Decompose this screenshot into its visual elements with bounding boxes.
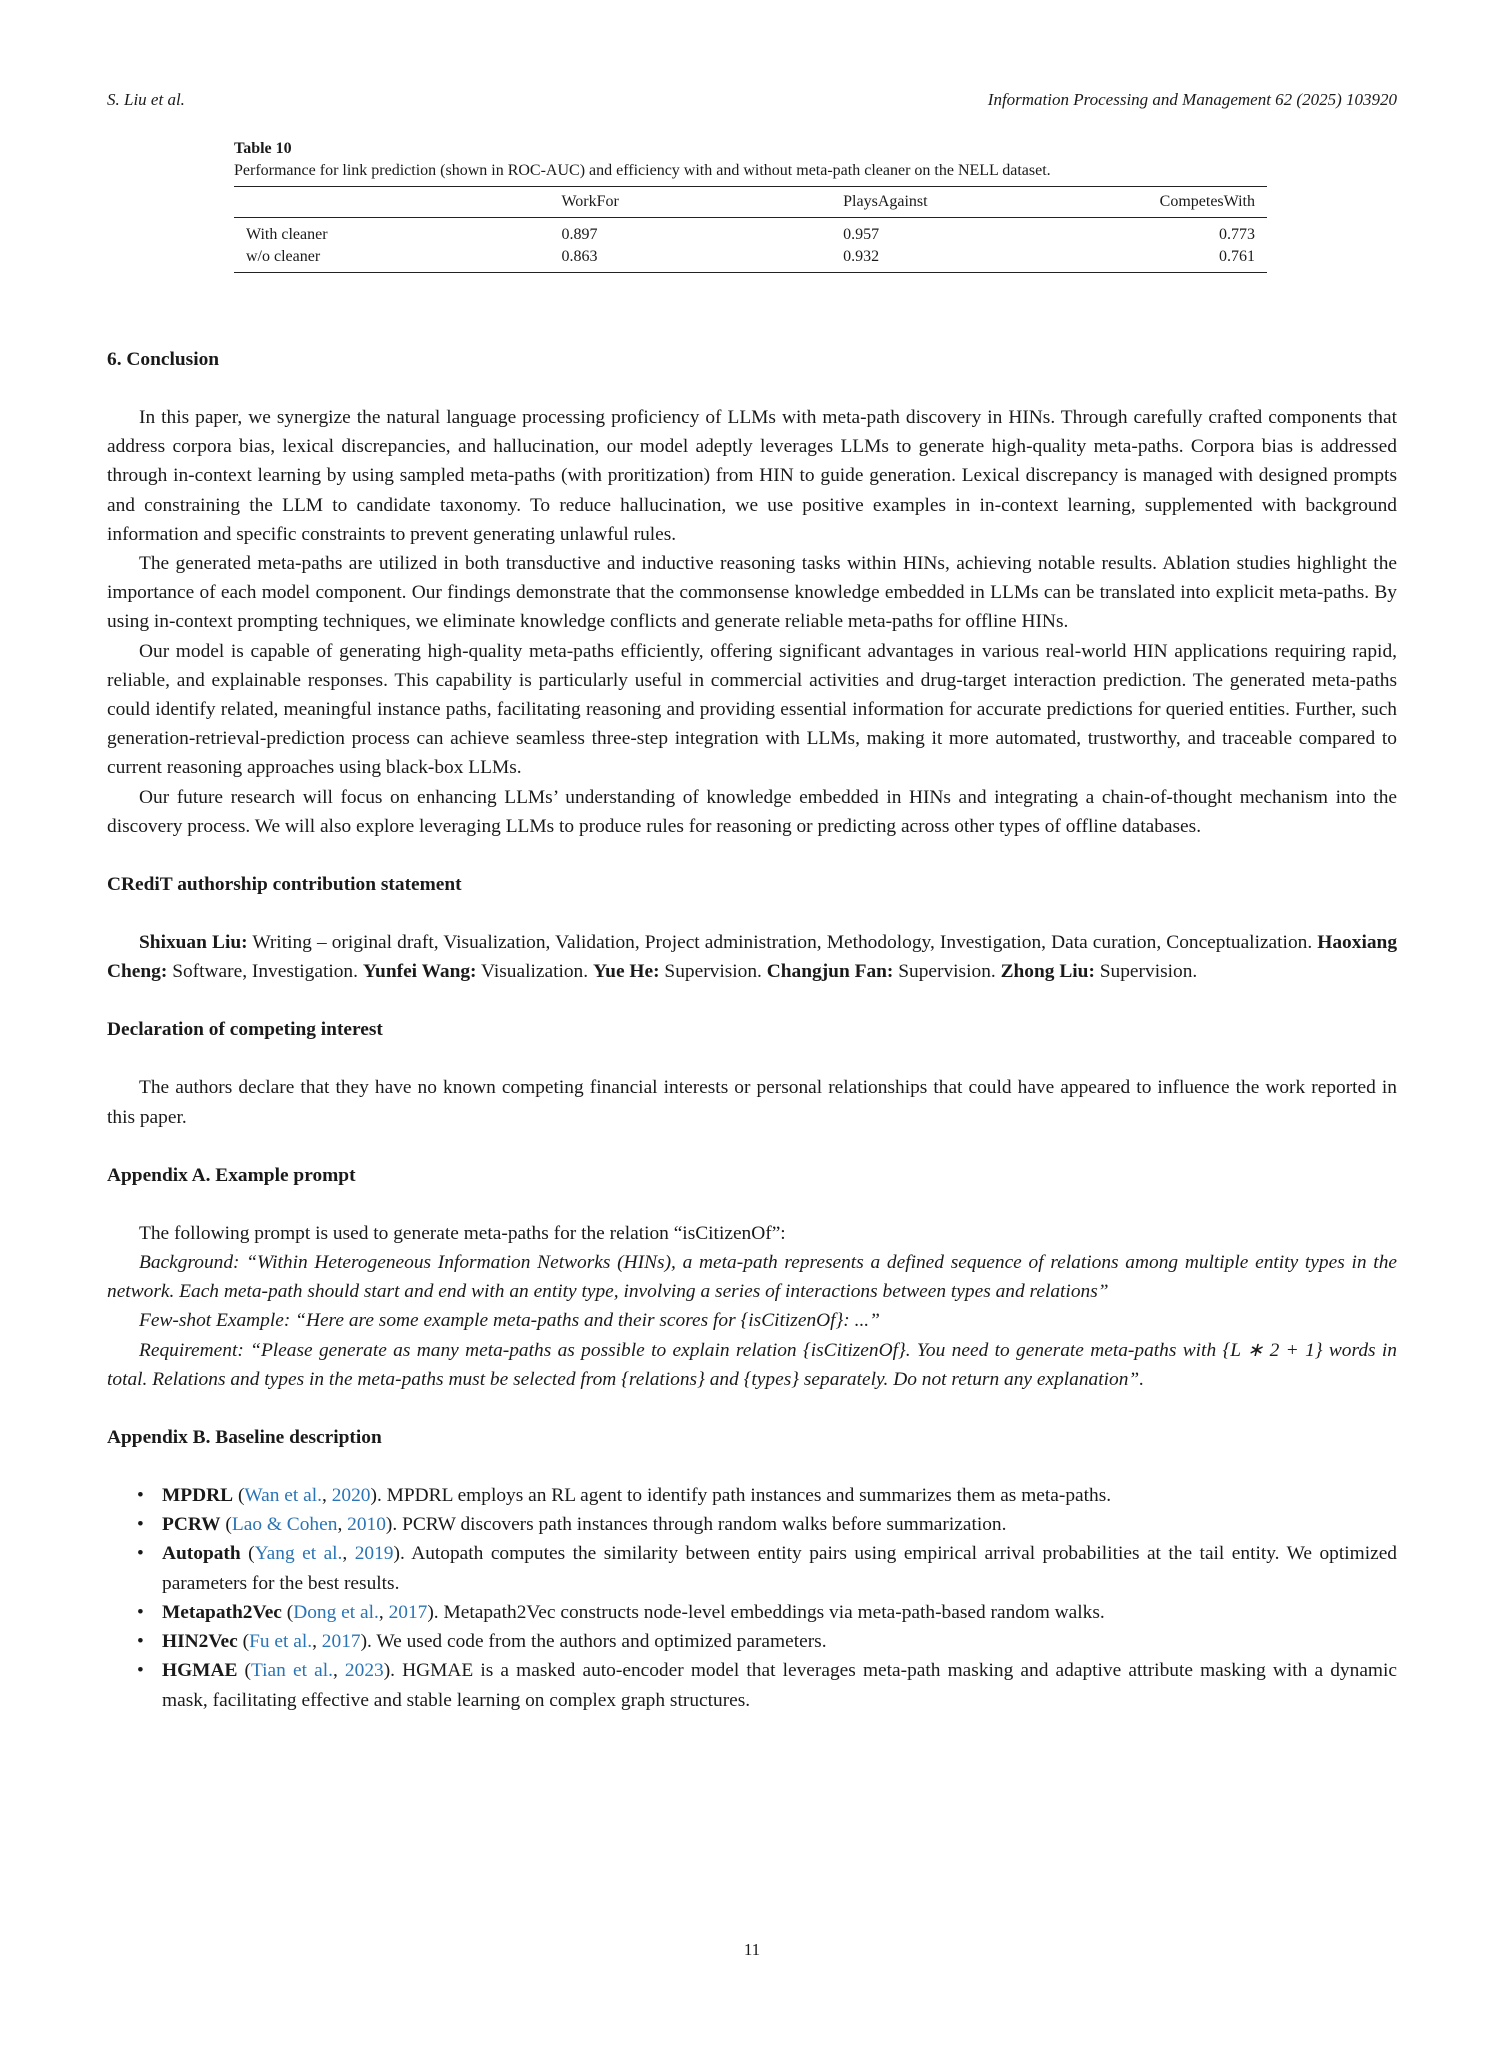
author-roles: Visualization. [476, 961, 593, 983]
running-head-authors: S. Liu et al. [107, 90, 185, 109]
paragraph: The authors declare that they have no known competing financial interests or personal relationships that could have appeared to influence the work reported in this paper. [107, 1077, 1397, 1128]
paragraph: Our model is capable of generating high-quality meta-paths efficiently, offering significant advantages in various real-world HIN applications requiring rapid, reliable, and explainable responses. This capability is particularly useful in commercial activities and drug-target interaction prediction. The generated meta-paths could identify related, meaningful instance paths, facilitating reasoning and providing essential information for accurate predictions for queried entities. Further, such generation-retrieval-prediction process can achieve seamless three-step integration with LLMs, making it more automated, trustworthy, and traceable compared to current reasoning approaches using black-box LLMs. [107, 640, 1397, 779]
results-table-block [234, 140, 1267, 273]
section-heading-appendix-b: Appendix B. Baseline description [107, 1427, 382, 1449]
paragraph: The generated meta-paths are utilized in both transductive and inductive reasoning tasks within HINs, achieving notable results. Ablation studies highlight the importance of each model component. Our findings demonstrate that the commonsense knowledge embedded in LLMs can be translated into explicit meta-paths. By using in-context prompting techniques, we eliminate knowledge conflicts and generate reliable meta-paths for offline HINs. [107, 553, 1397, 633]
citation-link[interactable]: Lao & Cohen [231, 1514, 338, 1536]
author-name: Haoxiang Cheng: [107, 932, 1398, 983]
row-label: With cleaner [246, 226, 328, 243]
author-roles: Software, Investigation. [167, 961, 363, 983]
body-text [107, 345, 1397, 1744]
paragraph: Our future research will focus on enhancing LLMs’ understanding of knowledge embedded in HINs and integrating a chain-of-thought mechanism into the discovery process. We will also explore leveraging LLMs to produce rules for reasoning or predicting across other types of offline databases. [107, 786, 1397, 837]
author-name: Yunfei Wang: [362, 961, 477, 983]
author-roles: Supervision. [659, 961, 767, 983]
column-header-playsagainst: PlaysAgainst [831, 187, 1148, 218]
row-label: w/o cleaner [234, 246, 549, 273]
appendix-a-section [107, 1161, 1397, 1394]
citation-link[interactable]: Yang et al. [254, 1543, 343, 1565]
conclusion-section [107, 345, 1397, 841]
column-header-competeswith: CompetesWith [1148, 187, 1267, 218]
baseline-description: ). MPDRL employs an RL agent to identify path instances and summarizes them as meta-paths. [370, 1485, 1112, 1507]
baseline-name: HGMAE [162, 1660, 238, 1682]
baseline-name: PCRW [162, 1514, 221, 1536]
table-header-row [234, 187, 1267, 218]
author-name: Shixuan Liu: [139, 932, 248, 954]
appendix-b-section [107, 1423, 1397, 1715]
table-cell: 0.932 [831, 246, 1148, 273]
table-row [234, 218, 1267, 247]
baseline-description: ). Metapath2Vec constructs node-level embeddings via meta-path-based random walks. [427, 1601, 1105, 1623]
list-item: • Metapath2Vec (Dong et al., 2017). Metapath2Vec constructs node-level embeddings via meta-path-based random walks. [137, 1598, 1397, 1627]
section-heading-appendix-a: Appendix A. Example prompt [107, 1164, 356, 1186]
baseline-description: ). We used code from the authors and optimized parameters. [360, 1631, 827, 1653]
list-item: • MPDRL (Wan et al., 2020). MPDRL employs an RL agent to identify path instances and summarizes them as meta-paths. [137, 1481, 1397, 1510]
baseline-description: ). PCRW discovers path instances through random walks before summarization. [385, 1514, 1007, 1536]
author-name: Yue He: [592, 961, 660, 983]
section-heading-credit: CRediT authorship contribution statement [107, 874, 462, 896]
baseline-name: HIN2Vec [162, 1631, 238, 1653]
prompt-background: Background: “Within Heterogeneous Information Networks (HINs), a meta-path represents a defined sequence of relations among multiple entity types in the network. Each meta-path should start and end with an entity type, involving a series of interactions between types and relations” [107, 1252, 1397, 1303]
citation-year-link[interactable]: 2017 [388, 1601, 428, 1623]
running-head [107, 90, 1397, 114]
list-item: • HGMAE (Tian et al., 2023). HGMAE is a masked auto-encoder model that leverages meta-path masking and adaptive attribute masking with a dynamic mask, facilitating effective and stable learning on complex graph structures. [137, 1656, 1397, 1714]
table-title: Table 10 [234, 140, 292, 157]
paragraph: The following prompt is used to generate meta-paths for the relation “isCitizenOf”: [139, 1222, 786, 1244]
prompt-few-shot: Few-shot Example: “Here are some example meta-paths and their scores for {isCitizenOf}: ...” [139, 1310, 880, 1332]
page-number: 11 [743, 1940, 761, 1959]
credit-statement [107, 928, 1397, 986]
section-heading-declaration: Declaration of competing interest [107, 1019, 383, 1041]
list-item: • HIN2Vec (Fu et al., 2017). We used code from the authors and optimized parameters. [137, 1627, 1397, 1656]
baseline-name: Autopath [162, 1543, 241, 1565]
prompt-requirement: Requirement: “Please generate as many meta-paths as possible to explain relation {isCitizenOf}. You need to generate meta-paths with {L ∗ 2 + 1} words in total. Relations and types in the meta-paths must be selected from {relations} and {types} separately. Do not return any explanation”. [107, 1339, 1397, 1390]
author-name: Zhong Liu: [1000, 961, 1095, 983]
table-caption: Performance for link prediction (shown in ROC-AUC) and efficiency with and without meta-path cleaner on the NELL dataset. [234, 162, 1051, 179]
citation-link[interactable]: Dong et al. [293, 1601, 379, 1623]
table-cell: 0.773 [1219, 226, 1255, 243]
section-heading-conclusion: 6. Conclusion [107, 349, 220, 370]
citation-year-link[interactable]: 2010 [347, 1514, 386, 1536]
table-cell: 0.761 [1148, 246, 1267, 273]
table-row [234, 246, 1267, 273]
column-header [234, 187, 549, 218]
declaration-section [107, 1015, 1397, 1131]
baseline-list [107, 1481, 1397, 1715]
table-cell: 0.957 [843, 226, 880, 243]
author-name: Changjun Fan: [766, 961, 894, 983]
list-item: • Autopath (Yang et al., 2019). Autopath computes the similarity between entity pairs using empirical arrival probabilities at the tail entity. We optimized parameters for the best results. [137, 1539, 1397, 1597]
credit-section [107, 870, 1397, 986]
column-header-workfor: WorkFor [549, 187, 831, 218]
citation-link[interactable]: Tian et al. [251, 1660, 333, 1682]
baseline-description: ). Autopath computes the similarity between entity pairs using empirical arrival probabilities at the tail entity. We optimized parameters for the best results. [162, 1543, 1397, 1594]
list-item: • PCRW (Lao & Cohen, 2010). PCRW discovers path instances through random walks before summarization. [137, 1510, 1397, 1539]
author-roles: Supervision. [1094, 961, 1198, 983]
citation-year-link[interactable]: 2019 [354, 1543, 394, 1565]
results-table [234, 186, 1267, 273]
author-roles: Supervision. [893, 961, 1001, 983]
citation-link[interactable]: Wan et al. [244, 1485, 322, 1507]
table-cell: 0.897 [561, 226, 598, 243]
baseline-description: ). HGMAE is a masked auto-encoder model that leverages meta-path masking and adaptive attribute masking with a dynamic mask, facilitating effective and stable learning on complex graph structures. [162, 1660, 1397, 1711]
paragraph: In this paper, we synergize the natural language processing proficiency of LLMs with meta-path discovery in HINs. Through carefully crafted components that address corpora bias, lexical discrepancies, and hallucination, our model adeptly leverages LLMs to generate high-quality meta-paths. Corpora bias is addressed through in-context learning by using sampled meta-paths (with proritization) from HIN to guide generation. Lexical discrepancy is managed with designed prompts and constraining the LLM to candidate taxonomy. To reduce hallucination, we use positive examples in in-context learning, supplemented with background information and specific constraints to prevent generating unlawful rules. [107, 407, 1397, 545]
baseline-name: Metapath2Vec [162, 1601, 282, 1623]
author-roles: Writing – original draft, Visualization, Validation, Project administration, Methodology, Investigation, Data curation, Conceptualization. [247, 932, 1318, 954]
baseline-name: MPDRL [162, 1485, 234, 1507]
citation-year-link[interactable]: 2020 [331, 1485, 371, 1507]
citation-year-link[interactable]: 2023 [344, 1660, 384, 1682]
running-head-journal: Information Processing and Management 62 (2025) 103920 [987, 90, 1397, 109]
table-cell: 0.863 [549, 246, 831, 273]
citation-link[interactable]: Fu et al. [249, 1631, 313, 1653]
citation-year-link[interactable]: 2017 [321, 1631, 361, 1653]
